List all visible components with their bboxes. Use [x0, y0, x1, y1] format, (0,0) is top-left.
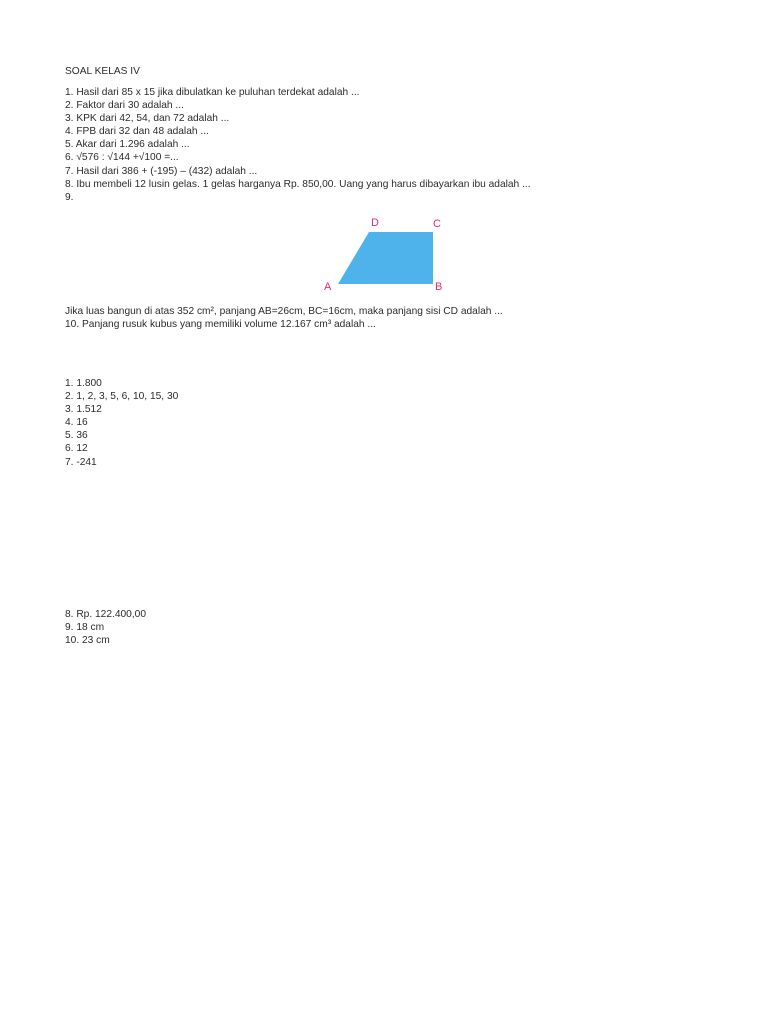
label-c: C: [433, 218, 441, 230]
label-d: D: [371, 217, 379, 229]
answer-list-part1: [65, 377, 178, 469]
question-item: 7. Hasil dari 386 + (-195) – (432) adalah ...: [65, 165, 258, 177]
question-9-text: Jika luas bangun di atas 352 cm², panjang AB=26cm, BC=16cm, maka panjang sisi CD adalah ...: [65, 306, 503, 317]
question-item: 4. FPB dari 32 dan 48 adalah ...: [65, 126, 209, 138]
question-item: 9.: [65, 191, 74, 203]
answer-item: 7. -241: [65, 456, 97, 468]
answer-item: 1. 1.800: [65, 378, 102, 389]
answer-item: 3. 1.512: [65, 404, 102, 416]
question-item: 3. KPK dari 42, 54, dan 72 adalah ...: [65, 113, 230, 125]
question-item: 5. Akar dari 1.296 adalah ...: [65, 139, 190, 151]
question-item: 1. Hasil dari 85 x 15 jika dibulatkan ke puluhan terdekat adalah ...: [65, 87, 360, 98]
answer-item: 5. 36: [65, 430, 88, 442]
answer-item: 4. 16: [65, 417, 88, 429]
trapezoid-figure: [318, 210, 458, 296]
label-b: B: [435, 281, 443, 293]
answer-item: 8. Rp. 122.400,00: [65, 609, 146, 620]
question-item: 8. Ibu membeli 12 lusin gelas. 1 gelas harganya Rp. 850,00. Uang yang harus dibayarkan ibu adalah ...: [65, 178, 531, 190]
question-item: 2. Faktor dari 30 adalah ...: [65, 100, 184, 112]
answer-item: 6. 12: [65, 443, 88, 455]
answer-list-part2: [65, 608, 146, 647]
answer-item: 9. 18 cm: [65, 622, 105, 634]
answer-item: 2. 1, 2, 3, 5, 6, 10, 15, 30: [65, 391, 179, 403]
question-item: 6. √576 : √144 +√100 =...: [65, 152, 179, 164]
label-a: A: [324, 281, 332, 293]
trapezoid-shape: [338, 232, 433, 284]
question-10-text: 10. Panjang rusuk kubus yang memiliki volume 12.167 cm³ adalah ...: [65, 319, 376, 330]
answer-item: 10. 23 cm: [65, 635, 110, 647]
page-title: SOAL KELAS IV: [65, 66, 140, 77]
question-list: [65, 86, 531, 204]
